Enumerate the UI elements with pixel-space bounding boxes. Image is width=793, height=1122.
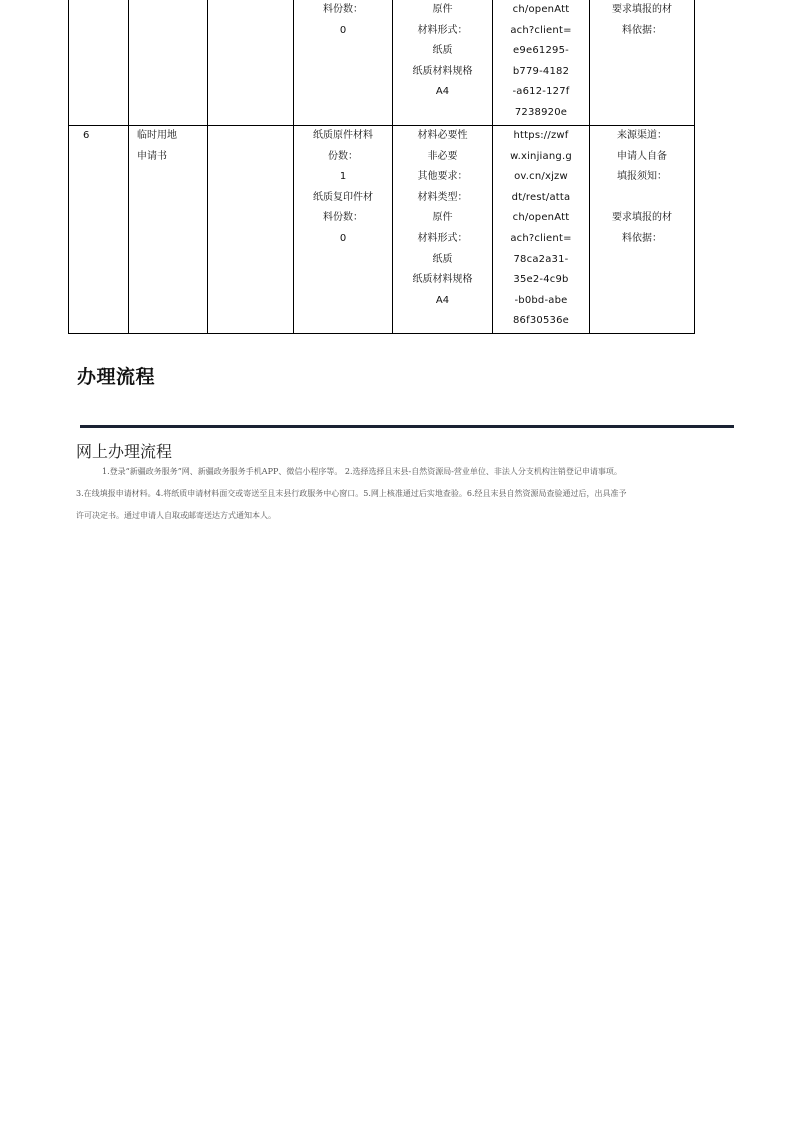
text-line: -b0bd-abe	[514, 294, 568, 306]
text-line: 要求填报的材	[612, 4, 672, 15]
text-line: 纸质	[432, 45, 453, 57]
text-line: 6	[83, 130, 90, 141]
cell-attachment-url[interactable]	[493, 126, 590, 334]
text-line: 纸质复印件材	[313, 191, 373, 203]
text-line: dt/rest/atta	[511, 191, 571, 203]
spacer	[590, 188, 694, 209]
text-line: 临时用地	[137, 130, 177, 141]
table-row	[69, 126, 695, 334]
text-line: 申请书	[137, 150, 167, 162]
text-line: ach?client=	[510, 232, 572, 244]
cell-source	[590, 0, 695, 126]
text-line: https://zwf	[513, 130, 569, 141]
cell-source	[590, 126, 695, 334]
text-line: 纸质原件材料	[313, 130, 373, 141]
text-line: 7238920e	[514, 106, 568, 118]
text-line: 35e2-4c9b	[513, 274, 569, 286]
text-line: 原件	[432, 212, 453, 224]
text-line: 材料类型：	[417, 191, 468, 203]
text-line: 0	[339, 232, 347, 244]
text-line: 78ca2a31-	[513, 253, 569, 265]
text-line: 料份数：	[323, 212, 363, 224]
text-line: 其他要求：	[417, 171, 468, 183]
text-line: w.xinjiang.g	[510, 150, 572, 162]
subsection-title: 网上办理流程	[76, 442, 173, 461]
cell-copies	[294, 126, 393, 334]
cell-attachment-url[interactable]	[493, 0, 590, 126]
cell-material-name	[129, 126, 208, 334]
text-line: 申请人自备	[617, 150, 667, 162]
text-line: 料依据：	[622, 24, 662, 36]
text-line: 86f30536e	[512, 315, 569, 327]
cell-attributes	[393, 126, 493, 334]
materials-table	[68, 0, 695, 334]
cell-number	[69, 126, 129, 334]
text-line: A4	[435, 294, 450, 306]
text-line: 非必要	[427, 150, 458, 162]
text-line: 纸质材料规格	[412, 274, 473, 286]
text-line: 0	[339, 24, 347, 36]
text-line: 材料形式：	[417, 232, 468, 244]
table-row	[69, 0, 695, 126]
text-line: ov.cn/xjzw	[514, 171, 568, 183]
cell-blank	[208, 126, 294, 334]
text-line: ch/openAtt	[512, 4, 570, 15]
text-line: 材料形式：	[417, 24, 468, 36]
text-line: 份数：	[328, 150, 358, 162]
paragraph-line: 许可决定书。通过申请人自取或邮寄送达方式通知本人。	[76, 511, 276, 520]
text-line: 原件	[432, 4, 453, 15]
text-line: 料依据：	[622, 232, 662, 244]
text-line: -a612-127f	[512, 86, 570, 98]
text-line: 要求填报的材	[612, 212, 672, 224]
text-line: ch/openAtt	[512, 212, 570, 224]
cell-blank	[208, 0, 294, 126]
cell-copies	[294, 0, 393, 126]
cell-material-name	[129, 0, 208, 126]
cell-attributes	[393, 0, 493, 126]
section-divider	[80, 425, 734, 428]
text-line: 料份数：	[323, 4, 363, 15]
text-line: 1	[339, 171, 347, 183]
text-line: e9e61295-	[513, 45, 569, 57]
process-paragraph	[76, 461, 686, 527]
text-line: 填报须知：	[617, 171, 667, 183]
text-line: 来源渠道：	[617, 130, 667, 141]
text-line: A4	[435, 86, 450, 98]
paragraph-line: 1.登录“新疆政务服务”网、新疆政务服务手机APP、微信小程序等。 2.选择选择且末县-自然资源局-营业单位、非法人分支机构注销登记申请事项。	[102, 467, 622, 476]
text-line: b779-4182	[512, 65, 570, 77]
text-line: 纸质材料规格	[412, 65, 473, 77]
section-title: 办理流程	[77, 366, 156, 388]
cell-number	[69, 0, 129, 126]
text-line: ach?client=	[510, 24, 572, 36]
text-line: 纸质	[432, 253, 453, 265]
text-line: 材料必要性	[417, 130, 468, 141]
paragraph-line: 3.在线填报申请材料。4.将纸质申请材料面交或寄送至且末县行政服务中心窗口。5.网上核准通过后实地查验。6.经且末县自然资源局查验通过后，出具准予	[76, 489, 627, 498]
